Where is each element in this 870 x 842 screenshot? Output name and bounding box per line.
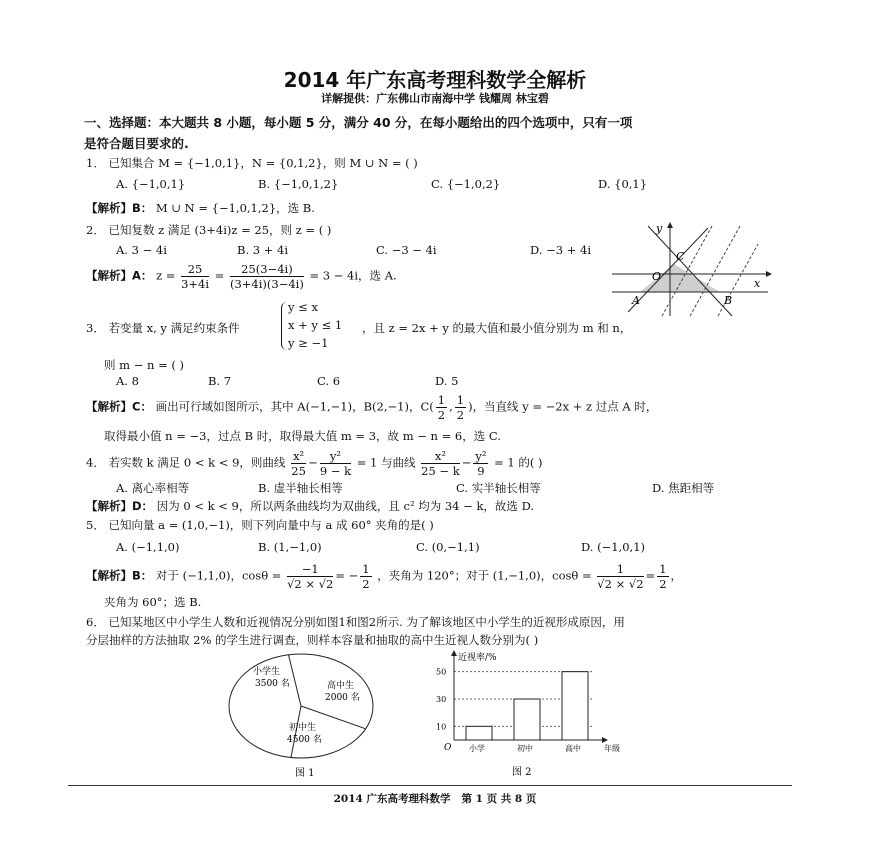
q2-option-a: A. 3 − 4i <box>116 243 167 257</box>
q5-answer-line1: 【解析】B： 对于 (−1,1,0)，cosθ = $\frac{-1}{√2 \times √2}$ = − $\frac{1}{2}$ ，夹角为 120°；对于 (1,−1,0)，cosθ = $\frac{1}{√2 \times √2}$ = $\frac{1}{2}$ ， <box>86 562 683 591</box>
q5-f1-num: −1 <box>287 562 333 577</box>
q5-option-d: D. (−1,0,1) <box>581 540 645 554</box>
page-footer <box>0 791 870 806</box>
q5-f3-num: 1 <box>597 562 643 577</box>
q5-answer-tag: 【解析】B： <box>86 568 153 583</box>
q3-cond-3: y ≥ −1 <box>288 336 329 350</box>
q4-h2-a-den: 25 − k <box>421 464 460 478</box>
q2-option-c: C. −3 − 4i <box>376 243 437 257</box>
q3-option-c: C. 6 <box>317 374 341 388</box>
q3-answer-line2: 取得最小值 n = −3，过点 B 时，取得最大值 m = 3，故 m − n = 6，选 C. <box>104 429 501 443</box>
bar-x-axis-arrow <box>602 737 608 743</box>
q1-answer-tag: 【解析】B： <box>86 201 153 215</box>
q2-f1-num: 25 <box>181 262 209 277</box>
q4-h1-frac-a <box>291 449 306 478</box>
q3-stem-2: 则 m − n = ( ) <box>104 358 184 372</box>
q4-option-c: C. 实半轴长相等 <box>456 481 541 495</box>
section-header-line2: 是符合题目要求的. <box>84 136 189 151</box>
q1-option-b: B. {−1,0,1,2} <box>258 177 339 191</box>
bar-y-tick-1: 10 <box>436 722 447 732</box>
pie-chart-figure-1 <box>225 650 385 782</box>
q4-answer <box>86 498 534 514</box>
q4-h1-b-den: 9 − k <box>319 464 352 478</box>
q4-h1-frac-b <box>320 449 351 478</box>
bar-category-label-2: 初中 <box>517 744 533 753</box>
pie-label-middle: 初中生 <box>289 723 317 733</box>
bar-2 <box>514 699 540 740</box>
q2-fraction-2 <box>230 262 304 291</box>
q3-option-d: D. 5 <box>435 374 459 388</box>
q1-option-d: D. {0,1} <box>598 177 648 191</box>
q5-f2-num: 1 <box>362 562 370 576</box>
pie-label-high: 高中生 <box>327 681 355 691</box>
bar-y-tick-3: 50 <box>436 667 447 677</box>
fig-b-label: B <box>724 294 733 307</box>
q6-stem-1: 6． 已知某地区中小学生人数和近视情况分别如图1和图2所示. 为了解该地区中小学生的近视形成原因，用 <box>86 615 625 629</box>
fig-a-label: A <box>632 294 640 307</box>
q5-frac-1 <box>287 562 333 591</box>
y-axis-arrow <box>667 222 673 228</box>
q3-c-y-den: 2 <box>456 408 465 422</box>
q1-option-c: C. {−1,0,2} <box>431 177 501 191</box>
q3-cond-1: y ≤ x <box>288 300 318 314</box>
q4-h1-a-den: 25 <box>291 464 306 478</box>
q3-answer-tag: 【解析】C： <box>86 399 152 414</box>
q4-stem: 4． 若实数 k 满足 0 < k < 9，则曲线 $\frac{\text{x²}}{25}$ − $\frac{\text{y²}}{9 - k}$ = 1 与曲线 $\frac{\text{x²}}{25 - k}$ − $\frac{\text{y²}}{9}$ = 1 的( ) <box>86 449 543 478</box>
bar-caption: 图 2 <box>512 767 532 778</box>
q2-answer-tag: 【解析】A： <box>86 268 153 283</box>
q3-option-b: B. 7 <box>208 374 232 388</box>
q4-h1-b-num: y² <box>320 449 351 464</box>
bar-category-label-3: 高中 <box>565 744 581 753</box>
q4-h2-frac-a <box>421 449 460 478</box>
fig-o-label: O <box>652 270 662 283</box>
q4-option-a: A. 离心率相等 <box>116 481 190 495</box>
q2-option-d: D. −3 + 4i <box>530 243 592 257</box>
bar-y-label: 近视率/% <box>458 653 497 663</box>
q3-option-a: A. 8 <box>116 374 139 388</box>
pie-count-high: 2000 名 <box>325 693 360 703</box>
q4-answer-tag: 【解析】D： <box>86 499 154 513</box>
q1-answer <box>86 200 315 216</box>
q5-option-c: C. (0,−1,1) <box>416 540 480 554</box>
q5-f2-den: 2 <box>362 577 370 591</box>
q5-a-mid: ，夹角为 120°；对于 (1,−1,0)，cosθ = <box>377 568 592 583</box>
pie-count-middle: 4500 名 <box>287 735 322 745</box>
bar-origin-label: O <box>444 743 452 753</box>
q4-stem-b: = 1 与曲线 <box>356 455 416 470</box>
line-y-eq-x <box>628 228 708 312</box>
q4-answer-text: 因为 0 < k < 9，所以两条曲线均为双曲线，且 c² 均为 34 − k，故选 D. <box>156 499 535 513</box>
q5-answer-line2: 夹角为 60°；选 B. <box>104 595 202 609</box>
x-axis-arrow <box>766 271 772 277</box>
pie-label-primary: 小学生 <box>253 667 281 677</box>
q4-h1-a-num: x² <box>293 449 305 463</box>
q5-frac-3 <box>597 562 643 591</box>
q4-option-d: D. 焦距相等 <box>652 481 715 495</box>
fig-c-label: C <box>676 250 685 263</box>
page-title: 2014 年广东高考理科数学全解析 <box>283 68 587 92</box>
fig-x-label: x <box>754 277 761 290</box>
bar-chart-figure-2 <box>432 648 632 782</box>
q4-h2-b-den: 9 <box>477 464 485 478</box>
q5-f4-num: 1 <box>659 562 667 576</box>
q3-c-fraction-x <box>436 393 447 422</box>
bar-3 <box>562 672 588 740</box>
q5-f1-den: √2 × √2 <box>287 577 334 591</box>
q3-answer-l1b: ，当直线 y = −2x + z 过点 A 时， <box>472 399 658 414</box>
q3-c-x-num: 1 <box>437 393 446 407</box>
q5-frac-4 <box>657 562 668 591</box>
q2-z-eq: z = <box>156 268 176 283</box>
q1-stem: 1． 已知集合 M = {−1,0,1}，N = {0,1,2}，则 M ∪ N = ( ) <box>86 156 418 170</box>
pie-caption: 图 1 <box>295 768 315 779</box>
q5-f3-den: √2 × √2 <box>597 577 644 591</box>
q5-frac-2 <box>360 562 371 591</box>
footer-rule <box>68 785 792 786</box>
q5-stem: 5． 已知向量 a = (1,0,−1)，则下列向量中与 a 成 60° 夹角的是( ) <box>86 518 434 532</box>
q3-stem-post: ，且 z = 2x + y 的最大值和最小值分别为 m 和 n， <box>362 321 632 335</box>
section-header-line1: 一、选择题：本大题共 8 小题，每小题 5 分，满分 40 分，在每小题给出的四个选项中，只有一项 <box>84 115 633 130</box>
bar-1 <box>466 726 492 740</box>
q5-f4-den: 2 <box>659 577 667 591</box>
q2-f1-den: 3+4i <box>181 277 210 291</box>
q3-c-fraction-y <box>455 393 466 422</box>
q2-answer-tail: = 3 − 4i，选 A. <box>309 268 397 283</box>
q4-h2-b-num: y² <box>475 449 487 463</box>
q3-c-y-num: 1 <box>456 393 465 407</box>
q2-f2-den: (3+4i)(3−4i) <box>229 277 304 291</box>
pie-count-primary: 3500 名 <box>255 679 290 689</box>
q4-h2-frac-b <box>473 449 488 478</box>
q3-answer-l1a: 画出可行域如图所示，其中 A(−1,−1)，B(2,−1)，C <box>155 399 430 414</box>
page-subtitle: 详解提供：广东佛山市南海中学 钱耀周 林宝碧 <box>321 92 549 105</box>
bar-category-label-1: 小学 <box>469 744 485 753</box>
q1-option-a: A. {−1,0,1} <box>116 177 186 191</box>
footer-page: 第 1 页 共 8 页 <box>461 793 537 805</box>
q5-a-pre: 对于 (−1,1,0)，cosθ = <box>155 568 282 583</box>
q2-stem: 2． 已知复数 z 满足 (3+4i)z = 25，则 z = ( ) <box>86 223 332 237</box>
q3-brace <box>281 302 288 350</box>
q2-fraction-1 <box>181 262 209 291</box>
fig-y-label: y <box>656 222 663 235</box>
bar-x-label: 年级 <box>604 744 620 753</box>
q1-answer-text: M ∪ N = {−1,0,1,2}，选 B. <box>155 201 315 215</box>
q2-answer: 【解析】A： z = $\frac{25}{3+4i}$ = $\frac{25(3-4i)}{(3+4i)(3-4i)}$ = 3 − 4i，选 A. <box>86 262 397 291</box>
bar-y-tick-2: 30 <box>436 695 447 704</box>
q3-c-x-den: 2 <box>437 408 446 422</box>
q4-option-b: B. 虚半轴长相等 <box>258 481 343 495</box>
q3-cond-2: x + y ≤ 1 <box>288 318 343 332</box>
bar-y-axis-arrow <box>451 650 457 656</box>
q5-option-b: B. (1,−1,0) <box>258 540 322 554</box>
q2-option-b: B. 3 + 4i <box>237 243 289 257</box>
feasible-region-figure <box>608 220 780 320</box>
q2-f2-num: 25(3−4i) <box>230 262 304 277</box>
q4-stem-a: 4． 若实数 k 满足 0 < k < 9，则曲线 <box>86 455 286 470</box>
q3-answer-line1: 【解析】C： 画出可行域如图所示，其中 A(−1,−1)，B(2,−1)，C( $\frac{1}{2}$ , $\frac{1}{2}$ )，当直线 y = −2x + z 过点 A 时， <box>86 393 658 422</box>
footer-text: 2014 广东高考理科数学 <box>333 793 451 805</box>
q4-h2-a-num: x² <box>421 449 460 464</box>
q3-stem-pre: 3． 若变量 x, y 满足约束条件 <box>86 321 240 335</box>
q6-stem-2: 分层抽样的方法抽取 2% 的学生进行调查，则样本容量和抽取的高中生近视人数分别为( ) <box>86 633 539 647</box>
q4-stem-c: = 1 的( ) <box>494 455 543 470</box>
q5-option-a: A. (−1,1,0) <box>116 540 180 554</box>
